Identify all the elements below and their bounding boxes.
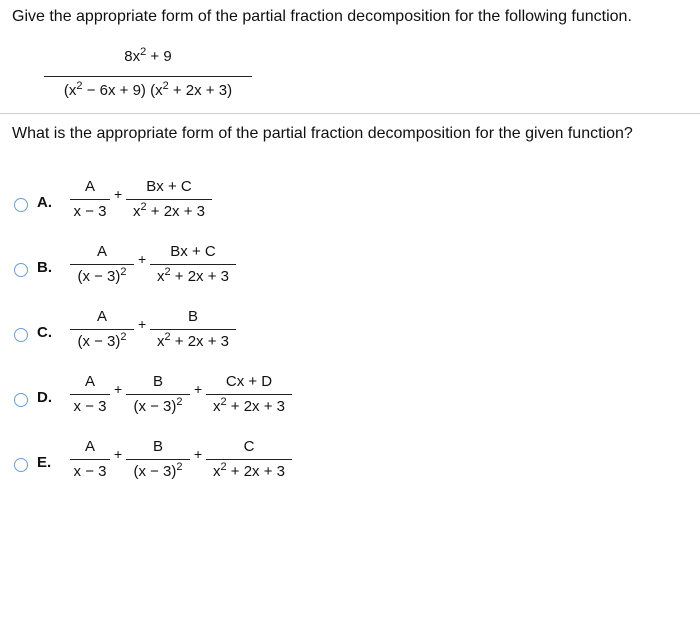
option-b[interactable]: B. A $(x - 3)^2$ + Bx + C $x^2 + 2x + 3$: [12, 243, 332, 297]
option-letter: B.: [37, 259, 52, 276]
plus-sign: +: [114, 381, 123, 397]
option-letter: A.: [37, 194, 52, 211]
question-text: What is the appropriate form of the partial fraction decomposition for the given function?: [12, 125, 633, 142]
radio-button-d[interactable]: [14, 393, 28, 407]
plus-sign: +: [194, 381, 203, 397]
function-numerator: $8x^2 + 9$: [124, 46, 172, 65]
option-a[interactable]: A. A x − 3 + Bx + C $x^2 + 2x + 3$: [12, 178, 332, 232]
radio-button-b[interactable]: [14, 263, 28, 277]
option-c[interactable]: C. A $(x - 3)^2$ + B $x^2 + 2x + 3$: [12, 308, 332, 362]
plus-sign: +: [114, 446, 123, 462]
prompt-text: Give the appropriate form of the partial fraction decomposition for the following function.: [12, 8, 632, 25]
function-denominator: $(x^2 - 6x + 9) (x^2 + 2x + 3)$: [63, 80, 233, 99]
plus-sign: +: [138, 251, 147, 267]
plus-sign: +: [194, 446, 203, 462]
plus-sign: +: [114, 186, 123, 202]
plus-sign: +: [138, 316, 147, 332]
option-letter: D.: [37, 389, 52, 406]
option-letter: C.: [37, 324, 52, 341]
radio-button-a[interactable]: [14, 198, 28, 212]
radio-button-c[interactable]: [14, 328, 28, 342]
option-d[interactable]: D. A x − 3 + B $(x - 3)^2$ + Cx + D $x^2 + 2x + 3$: [12, 373, 332, 427]
fraction-bar: [44, 76, 252, 77]
option-letter: E.: [37, 454, 52, 471]
radio-button-e[interactable]: [14, 458, 28, 472]
section-divider: [0, 113, 700, 114]
option-e[interactable]: E. A x − 3 + B $(x - 3)^2$ + C $x^2 + 2x + 3$: [12, 438, 332, 492]
